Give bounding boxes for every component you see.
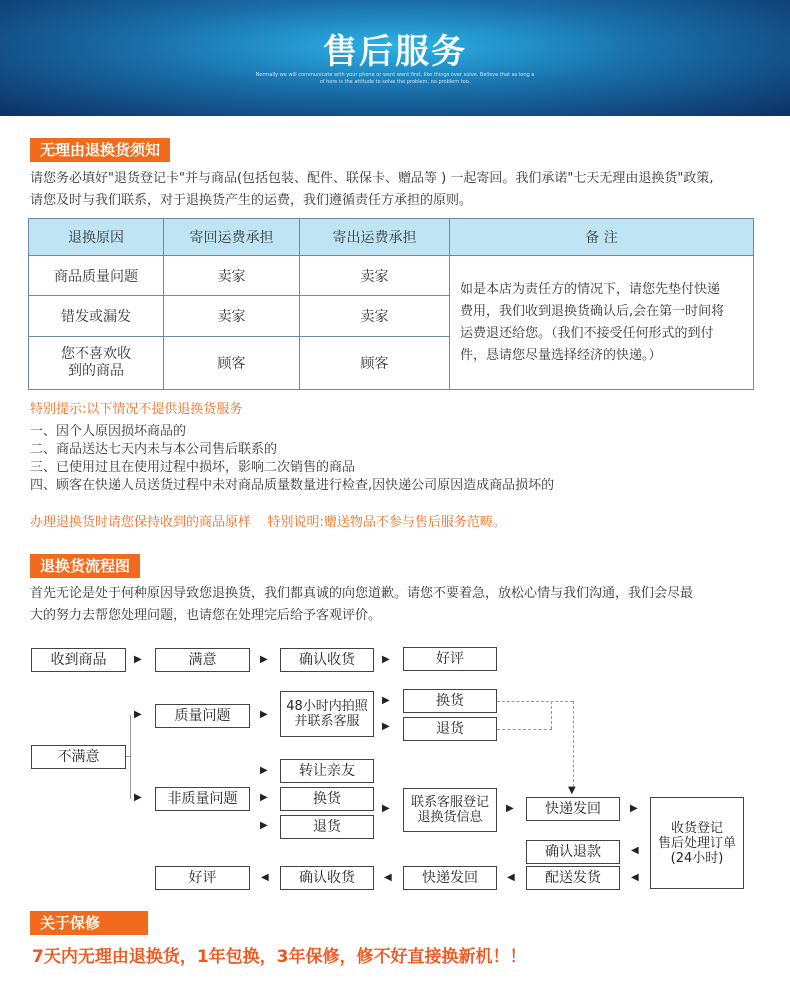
- arrow-right-icon: ▶: [134, 792, 142, 803]
- arrow-right-icon: ▶: [630, 803, 638, 814]
- flow-intro: [30, 583, 780, 627]
- arrow-right-icon: ▶: [382, 654, 390, 665]
- cell-reason-line1: 您不喜欢收: [61, 346, 131, 362]
- cell-send-fee: 卖家: [300, 256, 450, 296]
- intro-line-1: 请您务必填好"退货登记卡"并与商品(包括包装、配件、联保卡、赠品等 ) 一起寄回。我们承诺"七天无理由退换货"政策,: [30, 171, 714, 186]
- banner-subtitle: [0, 72, 790, 86]
- connector: [130, 715, 131, 799]
- table-row: [29, 256, 754, 296]
- list-item: 三、已使用过且在使用过程中损坏，影响二次销售的商品: [30, 460, 356, 475]
- flow-intro-line-2: 大的努力去帮您处理问题，也请您在处理完后给予客观评价。: [30, 608, 382, 623]
- note-line: 运费退还给您。（我们不接受任何形式的到付: [460, 325, 714, 341]
- warranty-slogan: 7天内无理由退换货，1年包换，3年保修，修不好直接换新机！！: [32, 947, 527, 967]
- box-satisfied: 满意: [155, 648, 250, 672]
- box-received: 收到商品: [31, 648, 126, 672]
- arrow-right-icon: ▶: [134, 709, 142, 720]
- box-express-back: 快递发回: [403, 866, 497, 890]
- cell-reason-line2: 到的商品: [68, 363, 124, 379]
- flow-intro-line-1: 首先无论是处于何种原因导致您退换货，我们都真诚的向您道歉。请您不要着急，放松心情与我们沟通，我们会尽最: [30, 586, 694, 601]
- arrow-left-icon: ◀: [384, 872, 392, 883]
- notice-footer: 办理退换货时请您保持收到的商品原样 特别说明:赠送物品不参与售后服务范畴。: [30, 515, 506, 530]
- box-photo-contact: [280, 691, 374, 737]
- notice-title: 特别提示:以下情况不提供退换货服务: [30, 402, 243, 417]
- box-refund-goods: 退货: [403, 717, 497, 741]
- register-line3: (24小时): [670, 850, 724, 866]
- cell-send-fee: 卖家: [300, 296, 450, 337]
- intro-line-2: 请您及时与我们联系，对于退换货产生的运费，我们遵循责任方承担的原则。: [30, 193, 473, 208]
- dashed-connector: [497, 701, 573, 702]
- box-register-order: [650, 797, 744, 889]
- arrow-right-icon: ▶: [260, 709, 268, 720]
- dashed-connector: [551, 701, 552, 729]
- cell-return-fee: 顾客: [164, 337, 300, 390]
- banner-subtitle-line2: of here is the attitude to solve the problem, no problem too.: [319, 79, 471, 85]
- cell-reason: [29, 337, 164, 390]
- box-exchange: 换货: [403, 689, 497, 713]
- col-header-send-fee: 寄出运费承担: [300, 219, 450, 256]
- arrow-left-icon: ◀: [507, 872, 515, 883]
- list-item: 四、顾客在快递人员送货过程中未对商品质量数量进行检查,因快递公司原因造成商品损坏的: [30, 478, 555, 493]
- box-unsatisfied: 不满意: [31, 745, 126, 769]
- note-line: 如是本店为责任方的情况下，请您先垫付快递: [460, 281, 721, 297]
- arrow-right-icon: ▶: [134, 654, 142, 665]
- arrow-left-icon: ◀: [261, 872, 269, 883]
- cell-notes: [450, 256, 754, 390]
- dashed-connector: [573, 701, 574, 787]
- register-line1: 收货登记: [670, 820, 723, 836]
- return-policy-intro: [30, 168, 780, 212]
- cell-return-fee: 卖家: [164, 256, 300, 296]
- arrow-left-icon: ◀: [631, 845, 639, 856]
- dashed-connector: [497, 729, 552, 730]
- photo-line2: 并联系客服: [294, 714, 360, 729]
- register-line2: 售后处理订单: [657, 835, 736, 851]
- box-transfer: 转让亲友: [280, 759, 374, 783]
- col-header-notes: 备 注: [450, 219, 754, 256]
- table-header-row: [29, 219, 754, 256]
- box-express-return: 快递发回: [526, 797, 620, 821]
- note-line: 件，恳请您尽量选择经济的快递。）: [460, 347, 662, 363]
- cell-send-fee: 顾客: [300, 337, 450, 390]
- section-header-return-policy: 无理由退换货须知: [30, 138, 170, 162]
- box-exchange-2: 换货: [280, 787, 374, 811]
- note-line: 费用，我们收到退换货确认后,会在第一时间将: [460, 303, 725, 319]
- section-header-flow: 退换货流程图: [30, 554, 140, 578]
- banner-title: 售后服务: [323, 32, 467, 72]
- box-good-review-2: 好评: [155, 866, 250, 890]
- box-good-review: 好评: [403, 647, 497, 671]
- banner-subtitle-line1: Normally we will communicate with your phone or went went first, like things over solve. Believe that as long a: [255, 72, 535, 78]
- list-item: 二、商品送达七天内未与本公司售后联系的: [30, 442, 278, 457]
- arrow-right-icon: ▶: [506, 803, 514, 814]
- box-dispatch: 配送发货: [526, 866, 620, 890]
- cell-reason: 错发或漏发: [29, 296, 164, 337]
- arrow-right-icon: ▶: [382, 803, 390, 814]
- box-contact-service: [403, 788, 497, 832]
- contact-line1: 联系客服登记: [410, 795, 489, 810]
- cell-return-fee: 卖家: [164, 296, 300, 337]
- box-confirm-receipt: 确认收货: [280, 648, 374, 672]
- return-fee-table: [28, 218, 754, 390]
- arrow-down-icon: ▼: [568, 785, 576, 796]
- box-non-quality-issue: 非质量问题: [155, 787, 250, 811]
- notice-list: [30, 423, 770, 495]
- arrow-right-icon: ▶: [382, 695, 390, 706]
- cell-reason: 商品质量问题: [29, 256, 164, 296]
- list-item: 一、因个人原因损坏商品的: [30, 424, 187, 439]
- col-header-reason: 退换原因: [29, 219, 164, 256]
- arrow-right-icon: ▶: [260, 654, 268, 665]
- box-quality-issue: 质量问题: [155, 704, 250, 728]
- box-confirm-refund: 确认退款: [526, 840, 620, 864]
- section-header-warranty: 关于保修: [30, 911, 148, 935]
- box-refund-goods-2: 退货: [280, 815, 374, 839]
- arrow-right-icon: ▶: [260, 765, 268, 776]
- arrow-right-icon: ▶: [260, 820, 268, 831]
- box-confirm-receipt-2: 确认收货: [280, 866, 374, 890]
- arrow-right-icon: ▶: [260, 792, 268, 803]
- col-header-return-fee: 寄回运费承担: [164, 219, 300, 256]
- photo-line1: 48小时内拍照: [286, 699, 368, 714]
- contact-line2: 退换货信息: [417, 810, 483, 825]
- arrow-left-icon: ◀: [631, 872, 639, 883]
- arrow-right-icon: ▶: [382, 721, 390, 732]
